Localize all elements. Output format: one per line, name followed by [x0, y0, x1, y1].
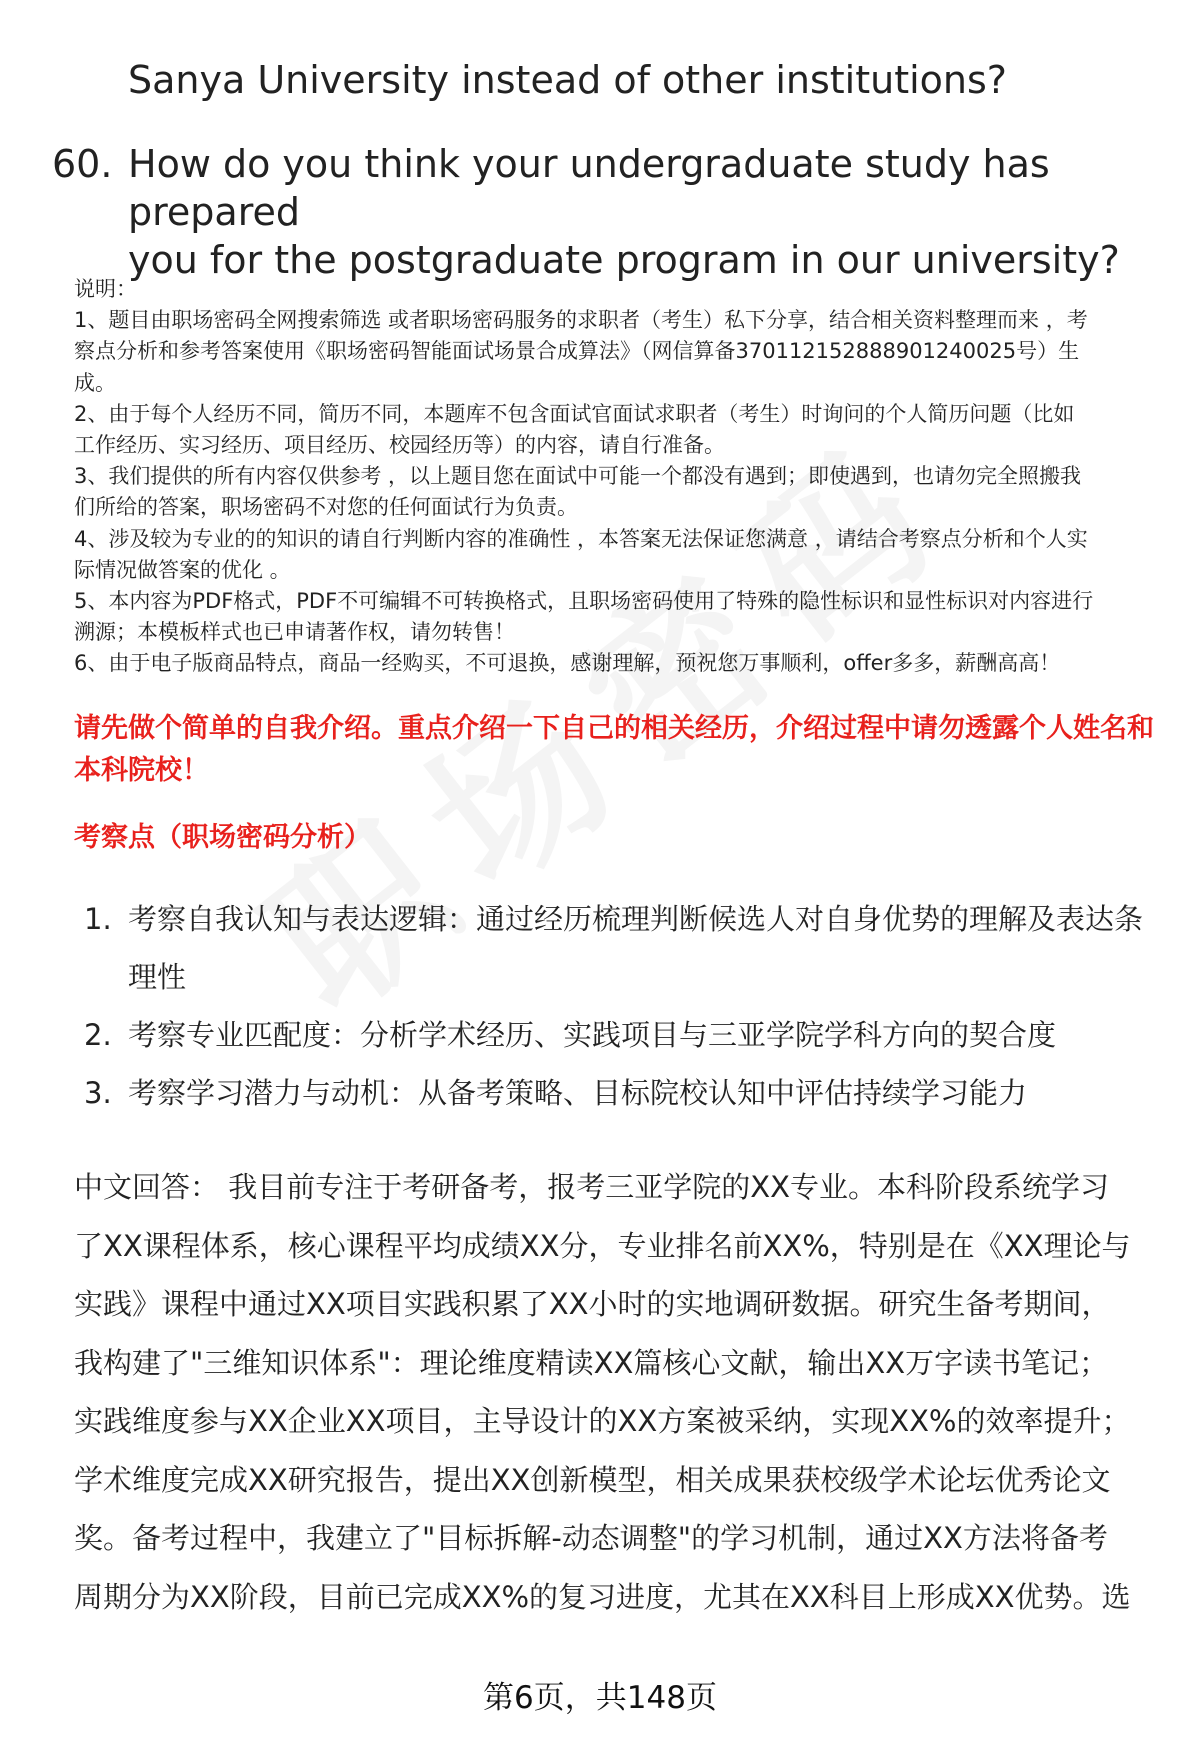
- question-line: How do you think your undergraduate study has prepared: [128, 142, 1050, 234]
- notes-line: 6、由于电子版商品特点，商品一经购买，不可退换，感谢理解，预祝您万事顺利，offer多多，薪酬高高！: [74, 651, 1061, 676]
- notes-line: 溯源；本模板样式也已申请著作权，请勿转售！: [74, 620, 515, 645]
- question-number: 60.: [52, 142, 113, 186]
- answer-line: 实践维度参与XX企业XX项目，主导设计的XX方案被采纳，实现XX%的效率提升；: [74, 1404, 1131, 1438]
- point-text: 考察学习潜力与动机：从备考策略、目标院校认知中评估持续学习能力: [128, 1076, 1028, 1110]
- notes-line: 成。: [74, 370, 116, 395]
- analysis-title: 考察点（职场密码分析）: [74, 822, 371, 853]
- answer-line: 实践》课程中通过XX项目实践积累了XX小时的实地调研数据。研究生备考期间，: [74, 1287, 1111, 1321]
- answer-line: 奖。备考过程中，我建立了"目标拆解-动态调整"的学习机制，通过XX方法将备考: [74, 1521, 1108, 1555]
- analysis-point: [84, 1064, 1164, 1122]
- question-continuation: Sanya University instead of other institutions?: [128, 58, 1007, 102]
- notes-line: 2、由于每个人经历不同，简历不同，本题库不包含面试官面试求职者（考生）时询问的个人简历问题（比如: [74, 401, 1075, 426]
- answer-line: 周期分为XX阶段，目前已完成XX%的复习进度，尤其在XX科目上形成XX优势。选: [74, 1579, 1131, 1614]
- notes-line: 工作经历、实习经历、项目经历、校园经历等）的内容，请自行准备。: [74, 433, 725, 458]
- point-number: 1.: [84, 902, 112, 936]
- notes-line: 4、涉及较为专业的的知识的请自行判断内容的准确性 ，本答案无法保证您满意 ，请结合考察点分析和个人实: [74, 526, 1088, 551]
- notes-line: 5、本内容为PDF格式，PDF不可编辑不可转换格式，且职场密码使用了特殊的隐性标识和显性标识对内容进行: [74, 589, 1094, 614]
- point-number: 3.: [84, 1076, 112, 1110]
- answer-line: 我构建了"三维知识体系"：理论维度精读XX篇核心文献，输出XX万字读书笔记；: [74, 1345, 1109, 1380]
- question-text: [128, 140, 1188, 284]
- answer-line: 学术维度完成XX研究报告，提出XX创新模型，相关成果获校级学术论坛优秀论文: [74, 1462, 1111, 1497]
- answer-line: 了XX课程体系，核心课程平均成绩XX分，专业排名前XX%，特别是在《XX理论与: [74, 1228, 1131, 1263]
- notes-line: 1、题目由职场密码全网搜索筛选 或者职场密码服务的求职者（考生）私下分享，结合相关资料整理而来 ，考: [74, 308, 1088, 333]
- analysis-point: [84, 890, 1164, 1006]
- point-text: 考察专业匹配度：分析学术经历、实践项目与三亚学院学科方向的契合度: [128, 1018, 1057, 1052]
- question-heading: 请先做个简单的自我介绍。重点介绍一下自己的相关经历，介绍过程中请勿透露个人姓名和本科院校！: [74, 713, 1154, 786]
- notes-block: [74, 274, 1154, 680]
- page-footer: 第6页，共148页: [483, 1680, 717, 1716]
- notes-line: 际情况做答案的优化 。: [74, 557, 291, 582]
- question-line: you for the postgraduate program in our university?: [128, 238, 1120, 282]
- answer-line: 中文回答： 我目前专注于考研备考，报考三亚学院的XX专业。本科阶段系统学习: [74, 1170, 1109, 1204]
- notes-line: 说明：: [74, 277, 137, 301]
- notes-line: 3、我们提供的所有内容仅供参考 ，以上题目您在面试中可能一个都没有遇到；即使遇到，也请勿完全照搬我: [74, 464, 1082, 489]
- notes-line: 们所给的答案，职场密码不对您的任何面试行为负责。: [74, 495, 578, 520]
- answer-block: [74, 1158, 1154, 1626]
- analysis-point: [84, 1006, 1164, 1064]
- point-number: 2.: [84, 1018, 112, 1052]
- analysis-points: [84, 890, 1164, 1122]
- notes-line: 察点分析和参考答案使用《职场密码智能面试场景合成算法》（网信算备370112152888901240025号）生: [74, 339, 1080, 364]
- point-text: 考察自我认知与表达逻辑：通过经历梳理判断候选人对自身优势的理解及表达条理性: [128, 902, 1144, 994]
